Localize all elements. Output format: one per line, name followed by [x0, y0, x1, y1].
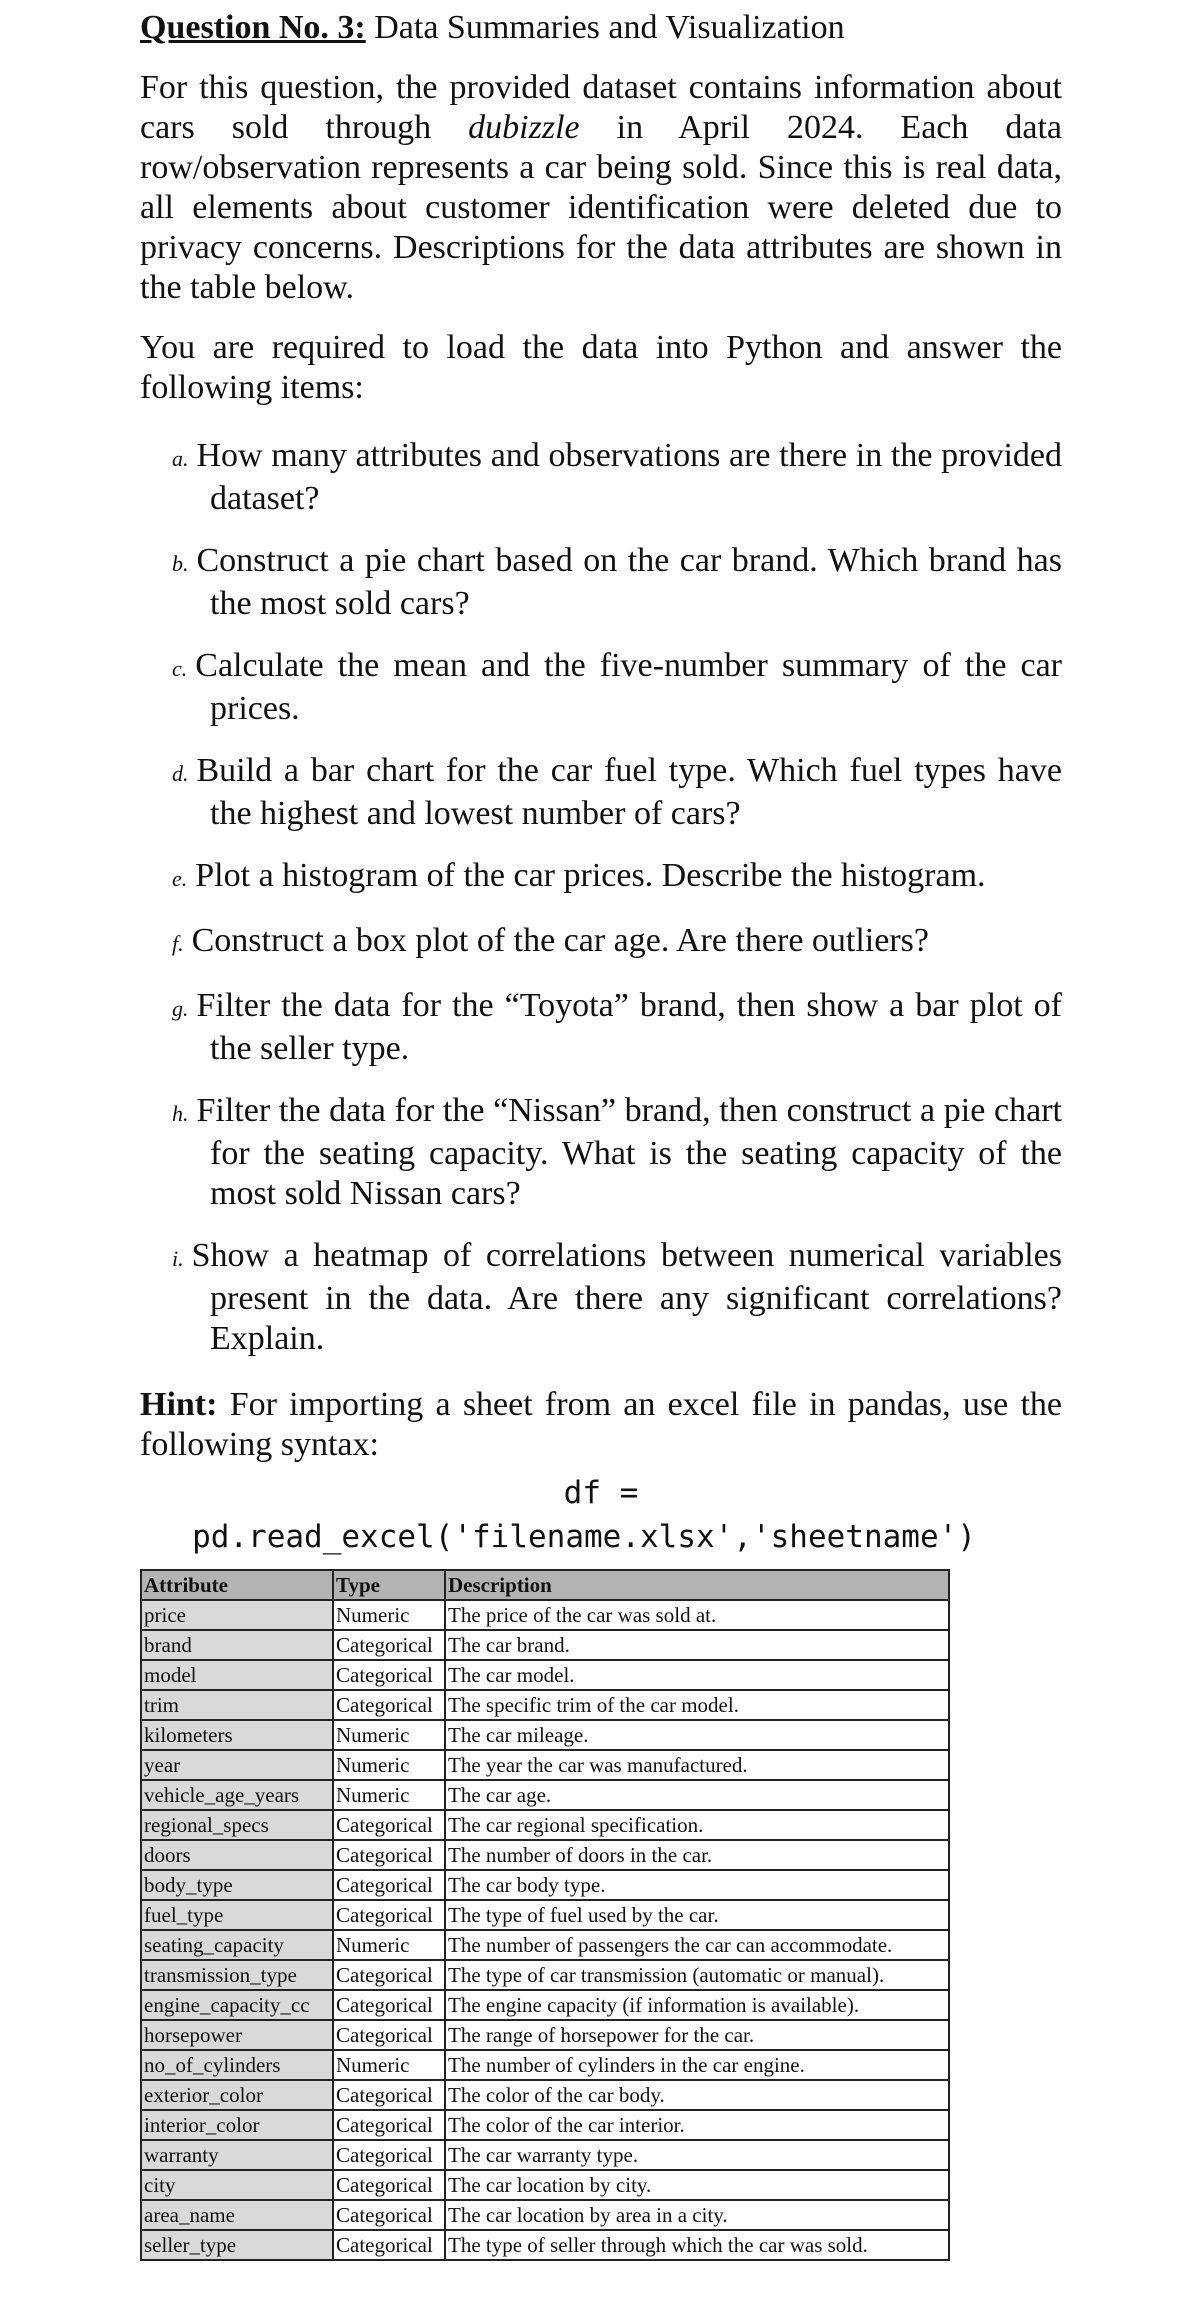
question-item: [140, 986, 1062, 1069]
cell-type: Categorical: [333, 1840, 445, 1870]
cell-description: The price of the car was sold at.: [445, 1600, 949, 1630]
cell-description: The specific trim of the car model.: [445, 1690, 949, 1720]
cell-type: Categorical: [333, 1660, 445, 1690]
item-text: Filter the data for the “Nissan” brand, then construct a pie chart for the seating capacity. What is the seating capacity of the most sold Nissan cars?: [196, 1092, 1062, 1212]
cell-type: Numeric: [333, 1720, 445, 1750]
question-item: [140, 751, 1062, 834]
cell-attribute: brand: [141, 1630, 333, 1660]
header-type: Type: [333, 1570, 445, 1600]
cell-type: Categorical: [333, 1990, 445, 2020]
cell-type: Categorical: [333, 1810, 445, 1840]
cell-attribute: kilometers: [141, 1720, 333, 1750]
cell-attribute: seating_capacity: [141, 1930, 333, 1960]
cell-type: Categorical: [333, 2080, 445, 2110]
hint-paragraph: [140, 1385, 1062, 1465]
table-row: [141, 1750, 949, 1780]
item-letter: b.: [172, 551, 189, 576]
hint-label: Hint:: [140, 1386, 218, 1423]
cell-type: Categorical: [333, 1960, 445, 1990]
table-row: [141, 1600, 949, 1630]
item-letter: d.: [172, 761, 189, 786]
question-heading: [140, 8, 1062, 48]
table-row: [141, 2170, 949, 2200]
cell-attribute: seller_type: [141, 2230, 333, 2260]
cell-attribute: vehicle_age_years: [141, 1780, 333, 1810]
table-row: [141, 2230, 949, 2260]
code-line-1: df =: [563, 1475, 639, 1511]
cell-type: Categorical: [333, 1900, 445, 1930]
cell-type: Categorical: [333, 2170, 445, 2200]
cell-description: The color of the car interior.: [445, 2110, 949, 2140]
cell-description: The car body type.: [445, 1870, 949, 1900]
cell-attribute: area_name: [141, 2200, 333, 2230]
instruction-paragraph: You are required to load the data into Python and answer the following items:: [140, 329, 1062, 406]
cell-description: The number of passengers the car can accommodate.: [445, 1930, 949, 1960]
table-row: [141, 1870, 949, 1900]
table-row: [141, 2080, 949, 2110]
cell-description: The year the car was manufactured.: [445, 1750, 949, 1780]
table-row: [141, 1960, 949, 1990]
question-item: [140, 646, 1062, 729]
item-text: Calculate the mean and the five-number summary of the car prices.: [195, 647, 1062, 727]
cell-type: Categorical: [333, 1630, 445, 1660]
cell-attribute: interior_color: [141, 2110, 333, 2140]
item-letter: i.: [172, 1246, 184, 1271]
cell-type: Categorical: [333, 1690, 445, 1720]
table-row: [141, 2050, 949, 2080]
cell-attribute: regional_specs: [141, 1810, 333, 1840]
table-body: [141, 1600, 949, 2260]
cell-description: The car location by city.: [445, 2170, 949, 2200]
question-item: [140, 921, 1062, 964]
intro-paragraph: [140, 68, 1062, 308]
cell-attribute: year: [141, 1750, 333, 1780]
header-attribute: Attribute: [141, 1570, 333, 1600]
cell-type: Categorical: [333, 2110, 445, 2140]
cell-attribute: model: [141, 1660, 333, 1690]
intro-text-start: For this question, the provided dataset contains information about cars sold through: [140, 69, 1062, 146]
cell-type: Categorical: [333, 2020, 445, 2050]
table-row: [141, 2200, 949, 2230]
cell-type: Categorical: [333, 2140, 445, 2170]
cell-attribute: trim: [141, 1690, 333, 1720]
header-description: Description: [445, 1570, 949, 1600]
cell-description: The car brand.: [445, 1630, 949, 1660]
question-label: Question No. 3:: [140, 9, 366, 46]
document-page: [140, 0, 1062, 2261]
cell-type: Categorical: [333, 2200, 445, 2230]
table-row: [141, 1720, 949, 1750]
table-row: [141, 1660, 949, 1690]
cell-description: The range of horsepower for the car.: [445, 2020, 949, 2050]
table-row: [141, 1840, 949, 1870]
table-row: [141, 1900, 949, 1930]
cell-description: The number of doors in the car.: [445, 1840, 949, 1870]
item-text: Show a heatmap of correlations between numerical variables present in the data. Are there any significant correlations? Explain.: [191, 1237, 1062, 1357]
table-row: [141, 2020, 949, 2050]
item-letter: c.: [172, 656, 188, 681]
cell-type: Categorical: [333, 1870, 445, 1900]
cell-type: Numeric: [333, 1600, 445, 1630]
cell-description: The engine capacity (if information is available).: [445, 1990, 949, 2020]
cell-attribute: exterior_color: [141, 2080, 333, 2110]
attribute-table: [140, 1569, 950, 2261]
item-text: How many attributes and observations are there in the provided dataset?: [196, 437, 1062, 517]
cell-type: Numeric: [333, 1930, 445, 1960]
table-row: [141, 1690, 949, 1720]
cell-type: Numeric: [333, 1750, 445, 1780]
cell-description: The type of fuel used by the car.: [445, 1900, 949, 1930]
table-header-row: [141, 1570, 949, 1600]
question-item: [140, 856, 1062, 899]
table-row: [141, 1930, 949, 1960]
item-letter: f.: [172, 931, 184, 956]
question-item: [140, 436, 1062, 519]
table-row: [141, 1810, 949, 1840]
cell-description: The car age.: [445, 1780, 949, 1810]
cell-type: Numeric: [333, 1780, 445, 1810]
cell-description: The car warranty type.: [445, 2140, 949, 2170]
item-text: Construct a pie chart based on the car brand. Which brand has the most sold cars?: [196, 542, 1062, 622]
question-items: [140, 436, 1062, 1359]
cell-description: The type of car transmission (automatic or manual).: [445, 1960, 949, 1990]
cell-description: The car model.: [445, 1660, 949, 1690]
cell-description: The car mileage.: [445, 1720, 949, 1750]
code-line-2: pd.read_excel('filename.xlsx','sheetname'): [192, 1519, 976, 1555]
cell-type: Categorical: [333, 2230, 445, 2260]
item-text: Plot a histogram of the car prices. Describe the histogram.: [195, 857, 986, 894]
cell-attribute: body_type: [141, 1870, 333, 1900]
intro-text-end: in April 2024. Each data row/observation represents a car being sold. Since this is real data, all elements about customer identification were deleted due to privacy concerns. Descriptions for the data attributes are shown in the table below.: [140, 109, 1063, 306]
cell-description: The color of the car body.: [445, 2080, 949, 2110]
cell-attribute: transmission_type: [141, 1960, 333, 1990]
item-letter: a.: [172, 446, 189, 471]
item-text: Filter the data for the “Toyota” brand, then show a bar plot of the seller type.: [196, 987, 1062, 1067]
intro-brand: dubizzle: [468, 109, 580, 146]
question-item: [140, 1091, 1062, 1214]
item-text: Construct a box plot of the car age. Are there outliers?: [191, 922, 929, 959]
cell-type: Numeric: [333, 2050, 445, 2080]
cell-attribute: price: [141, 1600, 333, 1630]
question-item: [140, 541, 1062, 624]
cell-description: The number of cylinders in the car engine.: [445, 2050, 949, 2080]
cell-description: The car regional specification.: [445, 1810, 949, 1840]
cell-attribute: horsepower: [141, 2020, 333, 2050]
cell-description: The car location by area in a city.: [445, 2200, 949, 2230]
code-snippet: [140, 1471, 1062, 1559]
question-item: [140, 1236, 1062, 1359]
cell-attribute: no_of_cylinders: [141, 2050, 333, 2080]
cell-attribute: city: [141, 2170, 333, 2200]
item-letter: g.: [172, 996, 189, 1021]
item-letter: h.: [172, 1101, 189, 1126]
table-row: [141, 2110, 949, 2140]
hint-text: For importing a sheet from an excel file in pandas, use the following syntax:: [140, 1386, 1062, 1463]
cell-attribute: warranty: [141, 2140, 333, 2170]
cell-attribute: fuel_type: [141, 1900, 333, 1930]
cell-description: The type of seller through which the car was sold.: [445, 2230, 949, 2260]
item-text: Build a bar chart for the car fuel type. Which fuel types have the highest and lowest number of cars?: [196, 752, 1062, 832]
table-row: [141, 1780, 949, 1810]
question-title: Data Summaries and Visualization: [374, 9, 845, 46]
cell-attribute: engine_capacity_cc: [141, 1990, 333, 2020]
table-row: [141, 1990, 949, 2020]
table-row: [141, 1630, 949, 1660]
item-letter: e.: [172, 866, 188, 891]
table-row: [141, 2140, 949, 2170]
cell-attribute: doors: [141, 1840, 333, 1870]
